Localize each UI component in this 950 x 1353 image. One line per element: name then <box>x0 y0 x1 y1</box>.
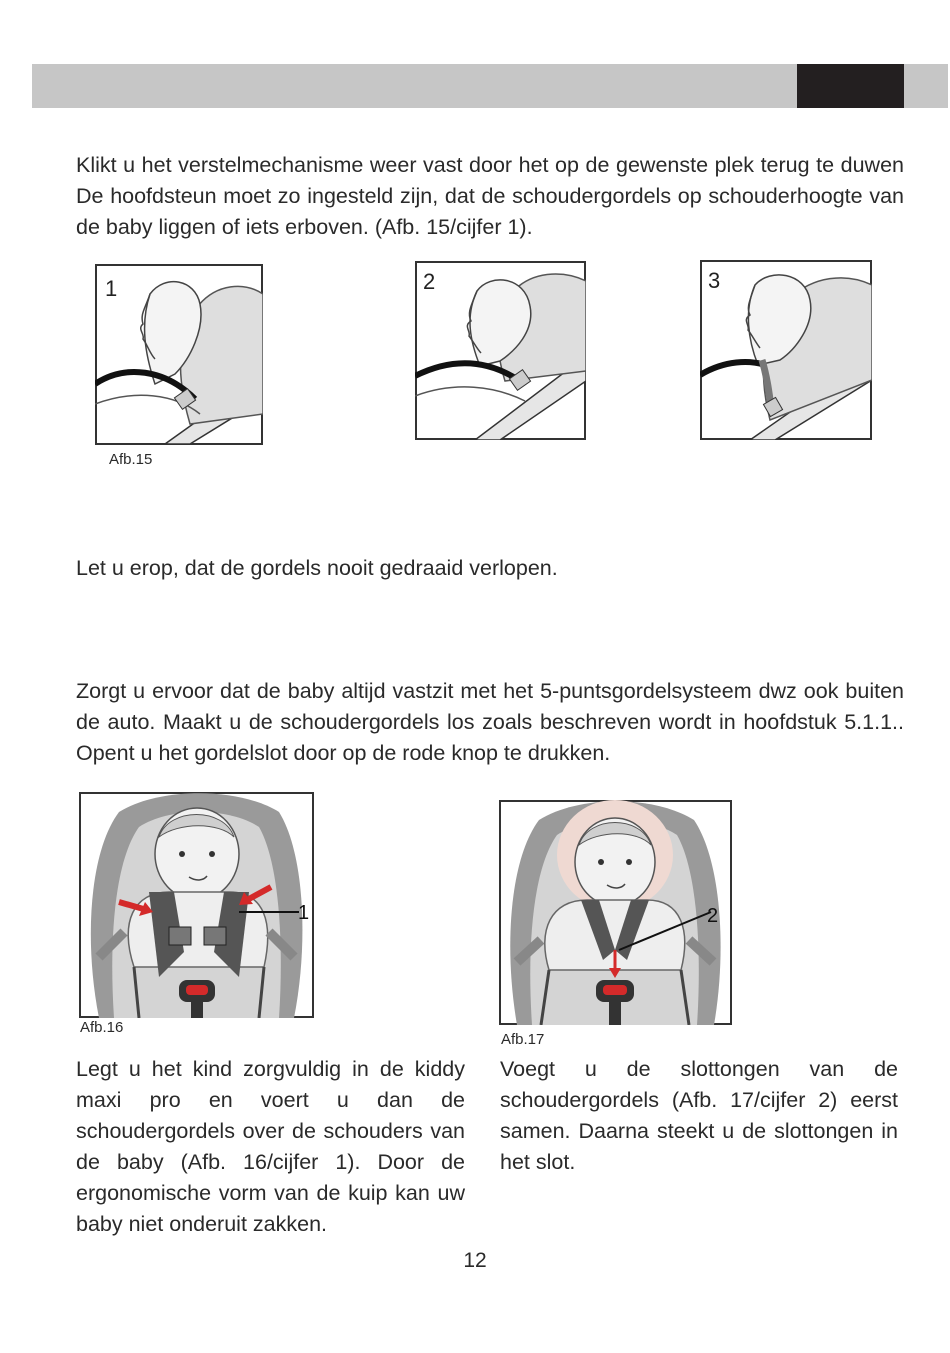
paragraph-headrest-adjust: Klikt u het verstelmechanisme weer vast door het op de gewenste plek terug te duwen De hoofdsteun moet zo ingesteld zijn, dat de schoudergordels op schouderhoogte van de baby liggen of iets erboven. (Afb. 15/cijfer 1). <box>76 153 904 239</box>
figure-15-panel-1 <box>95 264 263 445</box>
panel-3-label: 3 <box>708 268 721 293</box>
figure-17-illustration <box>499 800 732 1025</box>
figure-15-panel-3 <box>700 260 872 440</box>
paragraph-place-child: Legt u het kind zorgvuldig in de kiddy maxi pro en voert u dan de schoudergordels over de schouders van de baby (Afb. 16/cijfer 1). Door de ergonomische vorm van de kuip kan uw baby niet onderuit zakken. <box>76 1057 465 1236</box>
figure-16-caption: Afb.16 <box>80 1019 124 1036</box>
panel-1-label: 1 <box>105 276 118 301</box>
header-tab <box>797 64 904 108</box>
paragraph-five-point-harness: Zorgt u ervoor dat de baby altijd vastzit met het 5-puntsgordelsysteem dwz ook buiten de auto. Maakt u de schoudergordels los zoals beschreven wordt in hoofdstuk 5.1.1.. Opent u het gordelslot door op de rode knop te drukken. <box>76 679 904 765</box>
paragraph-belts-twisted: Let u erop, dat de gordels nooit gedraaid verlopen. <box>76 556 558 580</box>
figure-17-callout: 2 <box>707 905 719 927</box>
panel-2-label: 2 <box>423 269 436 294</box>
figure-16-callout: 1 <box>298 902 310 924</box>
paragraph-buckle-tongues: Voegt u de slottongen van de schoudergordels (Afb. 17/cijfer 2) eerst samen. Daarna steekt u de slottongen in het slot. <box>500 1057 898 1174</box>
page-number: 12 <box>463 1249 487 1272</box>
figure-15-caption: Afb.15 <box>109 451 153 468</box>
figure-15-panel-2 <box>415 261 586 440</box>
figure-16-illustration <box>79 792 314 1018</box>
figure-17-caption: Afb.17 <box>501 1031 545 1048</box>
